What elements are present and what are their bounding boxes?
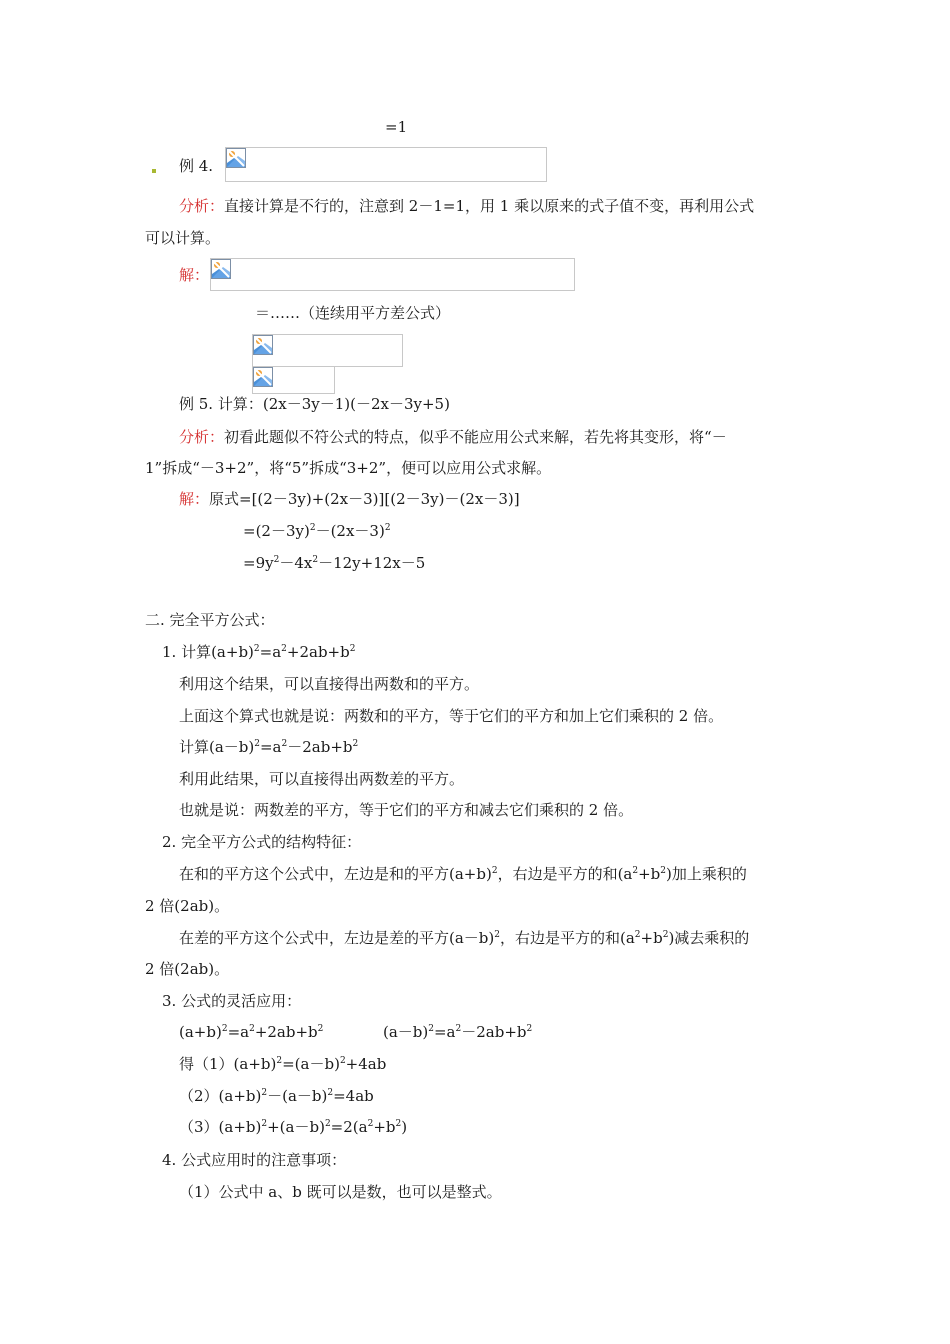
- ex5-solution-step3: $=9y^2-4x^2-12y+12x-5$: [243, 554, 426, 572]
- paragraph: 利用此结果，可以直接得出两数差的平方。: [179, 770, 465, 788]
- ex5-analysis: [179, 427, 727, 447]
- analysis-text: 初看此题似不符公式的特点，似乎不能应用公式来解，若先将其变形，将“－: [224, 428, 727, 446]
- ex5-analysis-cont: 1”拆成“－3+2”，将“5”拆成“3+2”，便可以应用公式求解。: [145, 459, 552, 477]
- formula-image-ex4: [225, 147, 547, 182]
- paragraph: 利用这个结果，可以直接得出两数和的平方。: [179, 675, 480, 693]
- paragraph: 也就是说：两数差的平方，等于它们的平方和减去它们乘积的 2 倍。: [179, 801, 634, 819]
- calc-formula: 计算$(a-b)^2=a^2-2ab+b^2$: [179, 738, 359, 756]
- broken-image-icon: [211, 259, 231, 279]
- paragraph: 2 倍(2ab)。: [145, 960, 230, 978]
- broken-image-icon: [226, 148, 246, 168]
- formula-diff-square: $(a-b)^2=a^2-2ab+b^2$: [383, 1023, 533, 1041]
- analysis-label: 分析：: [179, 428, 225, 446]
- paragraph: 2 倍(2ab)。: [145, 897, 230, 915]
- formula-image-solution: [210, 258, 575, 291]
- paragraph: 上面这个算式也就是说：两数和的平方，等于它们的平方和加上它们乘积的 2 倍。: [179, 707, 724, 725]
- top-result: =1: [385, 118, 408, 136]
- ex4-analysis: [179, 196, 754, 216]
- item-3-heading: 3. 公式的灵活应用：: [162, 992, 302, 1010]
- broken-image-icon: [253, 335, 273, 355]
- item-1-formula: 1. 计算$(a+b)^2=a^2+2ab+b^2$: [162, 643, 356, 661]
- derived-formula-3: $(3)(a+b)^2+(a-b)^2=2(a^2+b^2)$: [179, 1118, 408, 1136]
- analysis-text: 直接计算是不行的，注意到 2－1=1，用 1 乘以原来的式子值不变，再利用公式: [224, 197, 755, 215]
- note-1: （1）公式中 a、b 既可以是数，也可以是整式。: [179, 1183, 502, 1201]
- formula-image-step3: [252, 366, 335, 394]
- ex5-solution-step1: [179, 489, 520, 509]
- derived-formula-1: 得$(1)(a+b)^2=(a-b)^2+4ab$: [179, 1055, 387, 1073]
- ex5-solution-step2: $=(2-3y)^2-(2x-3)^2$: [243, 522, 391, 540]
- bullet-mark: [152, 169, 156, 173]
- paragraph: 在和的平方这个公式中，左边是和的平方$(a+b)^2$，右边是平方的和$(a^2+b^2)$加上乘积的: [179, 865, 747, 883]
- solution-step: ＝……（连续用平方差公式）: [255, 304, 451, 322]
- section-2-heading: 二. 完全平方公式：: [145, 611, 275, 629]
- paragraph: 在差的平方这个公式中，左边是差的平方$(a-b)^2$，右边是平方的和$(a^2+b^2)$减去乘积的: [179, 929, 750, 947]
- step-text: 原式=[(2－3y)+(2x－3)][(2－3y)－(2x－3)]: [209, 490, 520, 508]
- example-4-label: 例 4.: [179, 157, 214, 175]
- item-4-heading: 4. 公式应用时的注意事项：: [162, 1151, 347, 1169]
- solution-label: 解：: [179, 490, 210, 508]
- formula-image-step2: [252, 334, 403, 367]
- item-2-heading: 2. 完全平方公式的结构特征：: [162, 833, 362, 851]
- example-5-question: 例 5. 计算：(2x－3y－1)(－2x－3y+5): [179, 395, 450, 413]
- formula-sum-square: $(a+b)^2=a^2+2ab+b^2$: [179, 1023, 324, 1041]
- broken-image-icon: [253, 367, 273, 387]
- analysis-label: 分析：: [179, 197, 225, 215]
- ex4-analysis-cont: 可以计算。: [145, 229, 221, 247]
- solution-label: 解：: [179, 266, 210, 284]
- derived-formula-2: $(2)(a+b)^2-(a-b)^2=4ab$: [179, 1087, 374, 1105]
